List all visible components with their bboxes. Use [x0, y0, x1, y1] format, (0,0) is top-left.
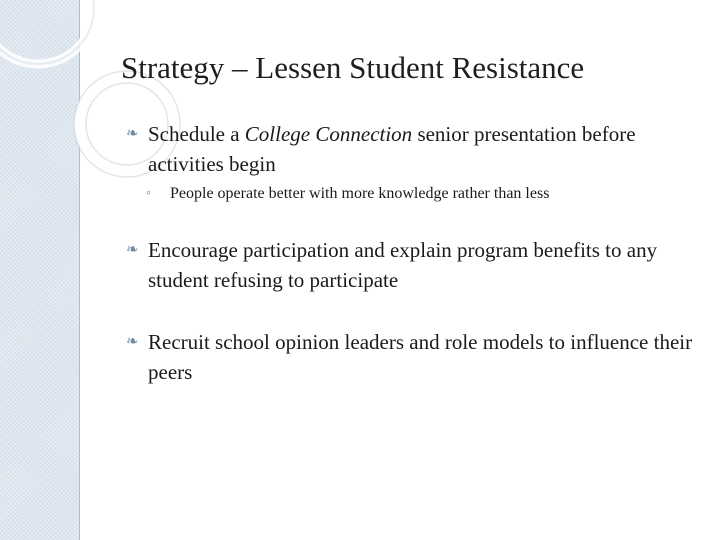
bullet-text: Schedule a College Connection senior presentation before activities begin [148, 122, 636, 176]
leaf-bullet-icon: ❧ [126, 126, 139, 142]
sub-bullet-text: People operate better with more knowledge rather than less [170, 185, 550, 202]
bullet-text: Encourage participation and explain program benefits to any student refusing to participate [148, 238, 658, 292]
hollow-circle-icon: ◦ [146, 186, 151, 201]
leaf-bullet-icon: ❧ [126, 334, 139, 350]
bullet-item [126, 327, 696, 387]
bullet-item [126, 235, 696, 295]
sub-bullet-item [146, 182, 696, 206]
slide-title: Strategy – Lessen Student Resistance [121, 50, 585, 85]
leaf-bullet-icon: ❧ [126, 242, 139, 258]
bullet-text: Recruit school opinion leaders and role models to influence their peers [148, 330, 693, 384]
bullet-item [126, 119, 696, 179]
